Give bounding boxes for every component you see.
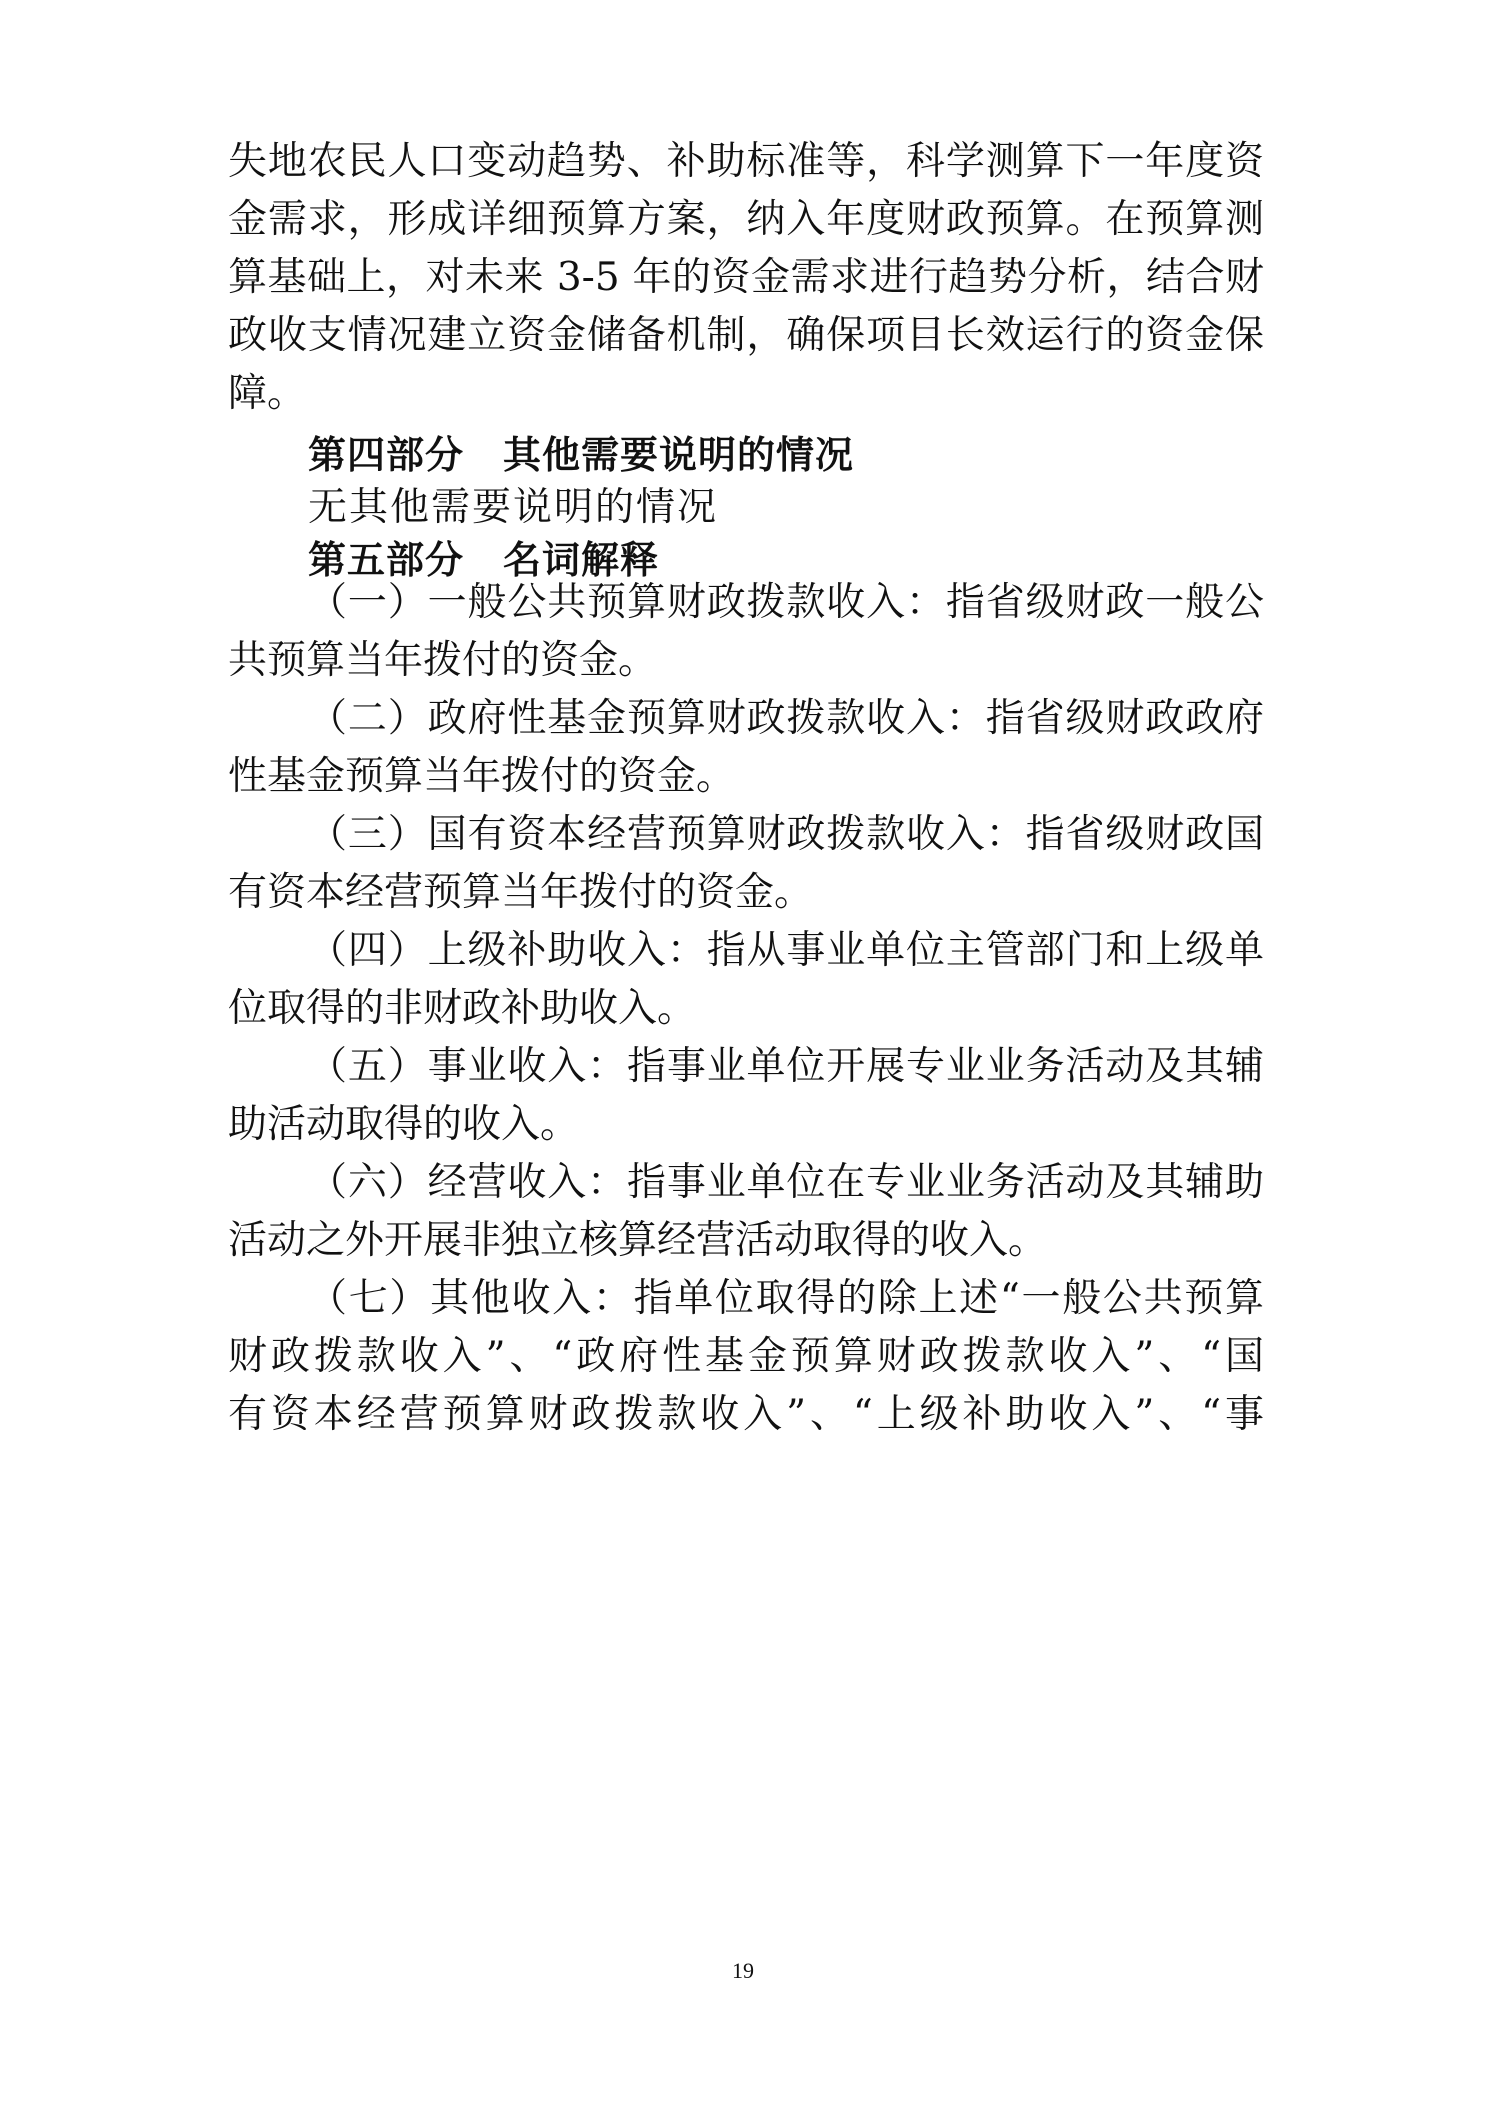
- paragraph-line: 障。: [228, 371, 307, 416]
- paragraph-line: 政收支情况建立资金储备机制，确保项目长效运行的资金保: [228, 313, 1264, 358]
- definition-line: 活动之外开展非独立核算经营活动取得的收入。: [228, 1218, 1048, 1263]
- paragraph-line: 算基础上，对未来 3-5 年的资金需求进行趋势分析，结合财: [228, 255, 1264, 300]
- page-number: 19: [732, 1958, 754, 1983]
- definition-line: （二）政府性基金预算财政拨款收入：指省级财政政府: [308, 696, 1264, 741]
- definition-line: 财政拨款收入”、“政府性基金预算财政拨款收入”、“国: [228, 1334, 1264, 1379]
- paragraph-line: 失地农民人口变动趋势、补助标准等，科学测算下一年度资: [228, 139, 1264, 184]
- section-body: 无其他需要说明的情况: [308, 485, 719, 530]
- definition-line: 有资本经营预算当年拨付的资金。: [228, 870, 814, 915]
- definition-line: 共预算当年拨付的资金。: [228, 638, 658, 683]
- section-heading: 第五部分 名词解释: [308, 538, 660, 582]
- definition-line: （六）经营收入：指事业单位在专业业务活动及其辅助: [308, 1160, 1264, 1205]
- definition-line: （一）一般公共预算财政拨款收入：指省级财政一般公: [308, 580, 1264, 625]
- definition-line: （五）事业收入：指事业单位开展专业业务活动及其辅: [308, 1044, 1264, 1089]
- definition-line: 位取得的非财政补助收入。: [228, 986, 697, 1031]
- section-heading: 第四部分 其他需要说明的情况: [308, 433, 855, 477]
- definition-line: 有资本经营预算财政拨款收入”、“上级补助收入”、“事: [228, 1392, 1264, 1437]
- definition-line: 助活动取得的收入。: [228, 1102, 580, 1147]
- definition-line: 性基金预算当年拨付的资金。: [228, 754, 736, 799]
- definition-line: （七）其他收入：指单位取得的除上述“一般公共预算: [308, 1276, 1264, 1321]
- definition-line: （四）上级补助收入：指从事业单位主管部门和上级单: [308, 928, 1264, 973]
- definition-line: （三）国有资本经营预算财政拨款收入：指省级财政国: [308, 812, 1264, 857]
- paragraph-line: 金需求，形成详细预算方案，纳入年度财政预算。在预算测: [228, 197, 1264, 242]
